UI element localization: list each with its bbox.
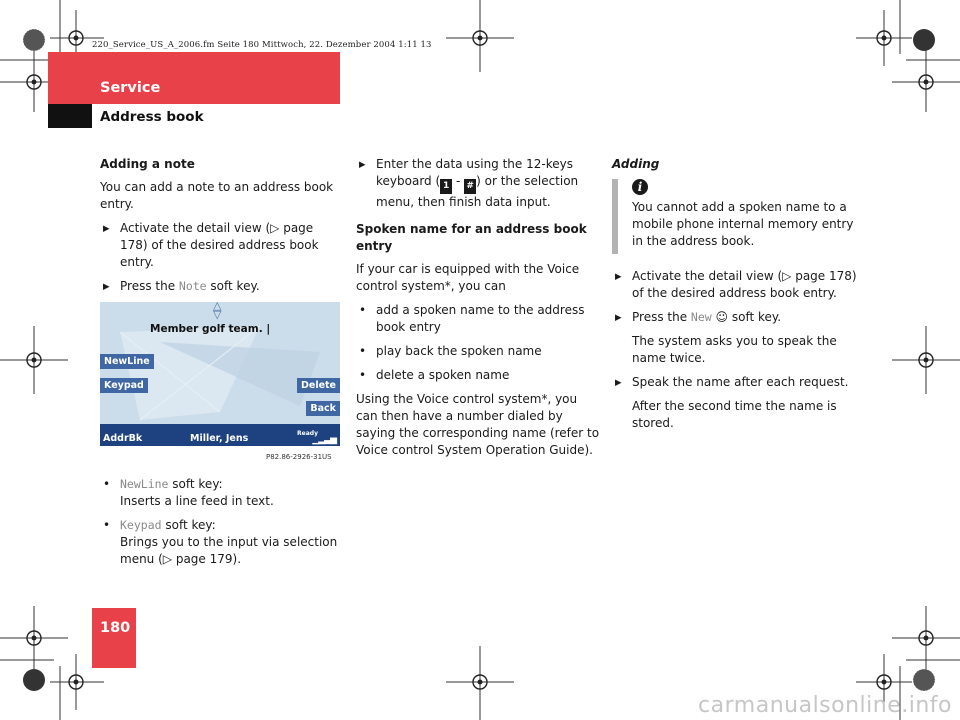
- scroll-arrows-icon: △ ▽: [213, 302, 222, 321]
- figure-caption: P82.86-2926-31US: [266, 453, 332, 461]
- section-title: Service: [100, 80, 161, 96]
- softkey-keypad[interactable]: Keypad: [100, 378, 148, 393]
- subsection-tab: [48, 104, 92, 128]
- info-text: You cannot add a spoken name to a mobile phone internal memory entry in the address book.: [632, 200, 854, 248]
- key-hash-icon: #: [464, 179, 476, 194]
- step-speak-name: ▶ Speak the name after each request.: [612, 374, 858, 391]
- page-number-box: [92, 608, 136, 668]
- section-band: [48, 52, 340, 104]
- step-enter-data: ▶ Enter the data using the 12-keys keyboard ( 1 - # ) or the selection menu, then finish data input.: [356, 156, 600, 211]
- bullet-keypad: • Keypad soft key: Brings you to the input via selection menu (▷ page 179).: [100, 517, 340, 568]
- subsection-title: Address book: [100, 109, 204, 125]
- step-press-note: ▶ Press the Note soft key.: [100, 278, 340, 295]
- column-1: [100, 156, 340, 575]
- status-addrbk: AddrBk: [103, 433, 143, 444]
- heading-spoken-name: Spoken name for an address book entry: [356, 222, 587, 253]
- note-entry-screen: [100, 302, 340, 446]
- info-icon: i: [632, 179, 648, 195]
- note-key-label: Note: [178, 279, 207, 293]
- screen-status-bar: [100, 424, 340, 446]
- step-activate-detail: ▶ Activate the detail view (▷ page 178) of the desired address book entry.: [100, 220, 340, 271]
- spoken-intro: If your car is equipped with the Voice control system*, you can: [356, 262, 580, 293]
- heading-adding: Adding: [612, 157, 660, 171]
- status-contact-name: Miller, Jens: [190, 433, 249, 444]
- softkey-newline[interactable]: NewLine: [100, 354, 154, 369]
- name-stored-text: After the second time the name is stored.: [632, 399, 837, 430]
- intro-text: You can add a note to an address book entry.: [100, 180, 334, 211]
- step-press-new: ▶ Press the New ☺ soft key.: [612, 309, 858, 326]
- softkey-back[interactable]: Back: [306, 401, 340, 416]
- column-2: [356, 156, 600, 466]
- bullet-add-spoken-name: • add a spoken name to the address book entry: [356, 302, 600, 336]
- bullet-play-back: • play back the spoken name: [356, 343, 600, 360]
- column-3: [612, 156, 858, 439]
- key-1-icon: 1: [440, 179, 452, 194]
- watermark: carmanualsonline.info: [698, 693, 952, 718]
- softkey-delete[interactable]: Delete: [297, 378, 340, 393]
- voice-speaker-icon: ☺: [715, 310, 729, 324]
- system-asks-text: The system asks you to speak the name twice.: [632, 334, 837, 365]
- status-ready: Ready: [297, 430, 318, 437]
- info-note: [612, 179, 858, 254]
- print-header: 220_Service_US_A_2006.fm Seite 180 Mittwoch, 22. Dezember 2004 1:11 13: [92, 40, 432, 50]
- page-number: 180: [100, 620, 131, 636]
- heading-adding-note: Adding a note: [100, 157, 195, 171]
- signal-strength-icon: ▁▂▃▅: [312, 435, 336, 445]
- step-activate-detail-2: ▶ Activate the detail view (▷ page 178) of the desired address book entry.: [612, 268, 858, 302]
- spoken-outro: Using the Voice control system*, you can then have a number dialed by saying the corresponding name (refer to Voice control System Operation Guide).: [356, 392, 600, 457]
- bullet-delete-spoken: • delete a spoken name: [356, 367, 600, 384]
- note-entry-text: Member golf team. |: [150, 323, 271, 335]
- bullet-newline: • NewLine soft key: Inserts a line feed in text.: [100, 476, 340, 510]
- new-key-label: New: [690, 310, 712, 324]
